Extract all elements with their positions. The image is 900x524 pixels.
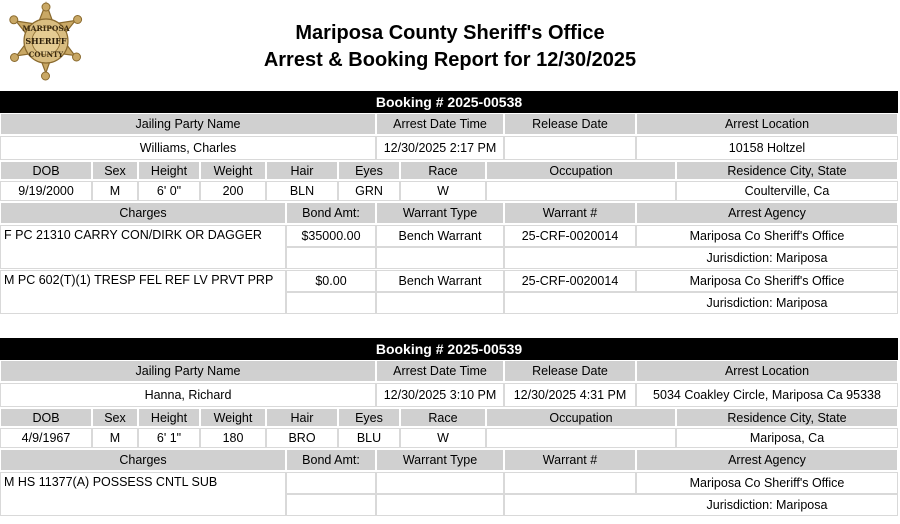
occupation-header: Occupation <box>486 408 676 427</box>
bond-amt-header: Bond Amt: <box>286 449 376 471</box>
booking-number-bar: Booking # 2025-00538 <box>0 91 898 113</box>
height-value: 6' 1" <box>138 428 200 448</box>
race-header: Race <box>400 161 486 180</box>
weight-value: 180 <box>200 428 266 448</box>
report-title-line1: Mariposa County Sheriff's Office <box>295 22 605 44</box>
empty-cell <box>286 292 376 314</box>
dob-value: 4/9/1967 <box>0 428 92 448</box>
weight-value: 200 <box>200 181 266 201</box>
eyes-header: Eyes <box>338 408 400 427</box>
residence-header: Residence City, State <box>676 408 898 427</box>
race-value: W <box>400 428 486 448</box>
bond-amount <box>286 472 376 494</box>
sex-header: Sex <box>92 161 138 180</box>
residence-value: Mariposa, Ca <box>676 428 898 448</box>
dob-header: DOB <box>0 408 92 427</box>
empty-cell <box>286 494 376 516</box>
empty-cell <box>376 247 504 269</box>
arrest-date-time-value: 12/30/2025 3:10 PM <box>376 383 504 407</box>
weight-header: Weight <box>200 408 266 427</box>
warrant-number: 25-CRF-0020014 <box>504 270 636 292</box>
jurisdiction: Jurisdiction: Mariposa <box>504 494 898 516</box>
jailing-party-name-header: Jailing Party Name <box>0 113 376 135</box>
eyes-value: GRN <box>338 181 400 201</box>
hair-value: BLN <box>266 181 338 201</box>
residence-value: Coulterville, Ca <box>676 181 898 201</box>
arrest-agency: Mariposa Co Sheriff's Office <box>636 472 898 494</box>
report-header <box>0 0 900 88</box>
arrest-location-value: 5034 Coakley Circle, Mariposa Ca 95338 <box>636 383 898 407</box>
arrest-agency-header: Arrest Agency <box>636 202 898 224</box>
booking-number-bar: Booking # 2025-00539 <box>0 338 898 360</box>
occupation-header: Occupation <box>486 161 676 180</box>
height-header: Height <box>138 161 200 180</box>
arrest-date-time-header: Arrest Date Time <box>376 113 504 135</box>
bond-amount: $35000.00 <box>286 225 376 247</box>
sex-value: M <box>92 181 138 201</box>
occupation-value <box>486 428 676 448</box>
eyes-value: BLU <box>338 428 400 448</box>
height-header: Height <box>138 408 200 427</box>
warrant-number-header: Warrant # <box>504 202 636 224</box>
sex-header: Sex <box>92 408 138 427</box>
race-header: Race <box>400 408 486 427</box>
empty-cell <box>376 494 504 516</box>
empty-cell <box>286 247 376 269</box>
warrant-number <box>504 472 636 494</box>
dob-value: 9/19/2000 <box>0 181 92 201</box>
charges-header: Charges <box>0 449 286 471</box>
arrest-location-value: 10158 Holtzel <box>636 136 898 160</box>
hair-header: Hair <box>266 408 338 427</box>
arrest-agency-header: Arrest Agency <box>636 449 898 471</box>
warrant-type-header: Warrant Type <box>376 202 504 224</box>
warrant-number-header: Warrant # <box>504 449 636 471</box>
arrest-date-time-value: 12/30/2025 2:17 PM <box>376 136 504 160</box>
hair-value: BRO <box>266 428 338 448</box>
bond-amt-header: Bond Amt: <box>286 202 376 224</box>
race-value: W <box>400 181 486 201</box>
arrest-agency: Mariposa Co Sheriff's Office <box>636 270 898 292</box>
release-date-header: Release Date <box>504 360 636 382</box>
svg-text:SHERIFF: SHERIFF <box>25 36 67 46</box>
weight-header: Weight <box>200 161 266 180</box>
jailing-party-name-value: Hanna, Richard <box>0 383 376 407</box>
empty-cell <box>376 292 504 314</box>
jailing-party-name-header: Jailing Party Name <box>0 360 376 382</box>
release-date-value <box>504 136 636 160</box>
svg-text:COUNTY: COUNTY <box>28 50 64 59</box>
arrest-agency: Mariposa Co Sheriff's Office <box>636 225 898 247</box>
charge-description: M PC 602(T)(1) TRESP FEL REF LV PRVT PRP <box>0 270 286 314</box>
arrest-location-header: Arrest Location <box>636 360 898 382</box>
charge-description: M HS 11377(A) POSSESS CNTL SUB <box>0 472 286 516</box>
residence-header: Residence City, State <box>676 161 898 180</box>
release-date-header: Release Date <box>504 113 636 135</box>
occupation-value <box>486 181 676 201</box>
release-date-value: 12/30/2025 4:31 PM <box>504 383 636 407</box>
warrant-number: 25-CRF-0020014 <box>504 225 636 247</box>
arrest-date-time-header: Arrest Date Time <box>376 360 504 382</box>
warrant-type-header: Warrant Type <box>376 449 504 471</box>
dob-header: DOB <box>0 161 92 180</box>
charge-description: F PC 21310 CARRY CON/DIRK OR DAGGER <box>0 225 286 269</box>
jailing-party-name-value: Williams, Charles <box>0 136 376 160</box>
jurisdiction: Jurisdiction: Mariposa <box>504 292 898 314</box>
charges-header: Charges <box>0 202 286 224</box>
svg-text:MARIPOSA: MARIPOSA <box>22 24 70 33</box>
eyes-header: Eyes <box>338 161 400 180</box>
jurisdiction: Jurisdiction: Mariposa <box>504 247 898 269</box>
arrest-location-header: Arrest Location <box>636 113 898 135</box>
warrant-type: Bench Warrant <box>376 270 504 292</box>
warrant-type: Bench Warrant <box>376 225 504 247</box>
bond-amount: $0.00 <box>286 270 376 292</box>
hair-header: Hair <box>266 161 338 180</box>
warrant-type <box>376 472 504 494</box>
report-title-line2: Arrest & Booking Report for 12/30/2025 <box>263 49 637 71</box>
height-value: 6' 0" <box>138 181 200 201</box>
sex-value: M <box>92 428 138 448</box>
